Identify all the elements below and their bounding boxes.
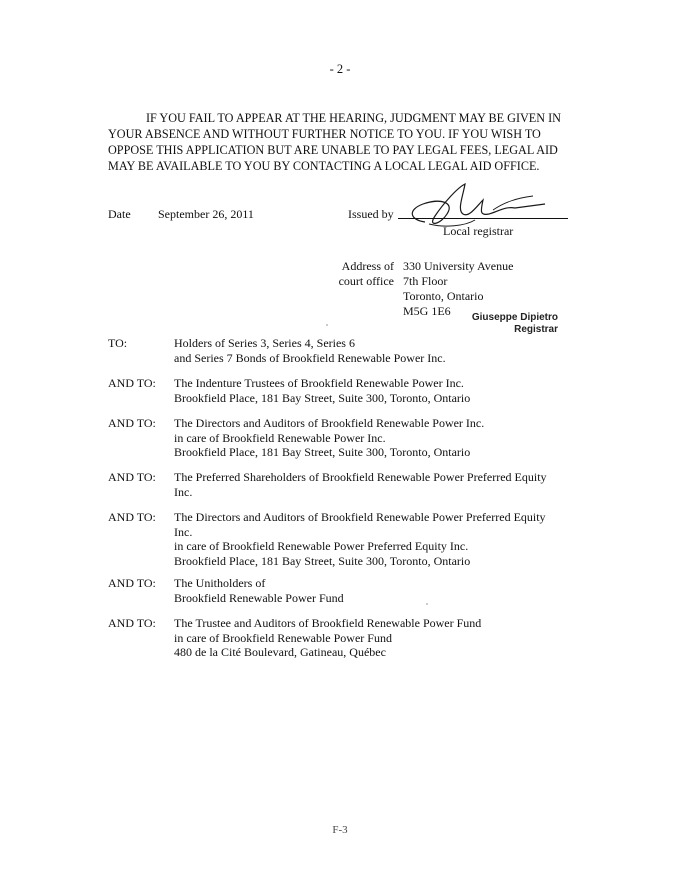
address-label (278, 259, 394, 289)
recipient-line: Brookfield Place, 181 Bay Street, Suite 300, Toronto, Ontario (174, 553, 471, 568)
default-judgment-warning (108, 110, 561, 174)
recipient-label: AND TO: (108, 510, 156, 524)
recipient-line: Brookfield Renewable Power Fund (174, 590, 344, 605)
recipient-line: and Series 7 Bonds of Brookfield Renewable Power Inc. (174, 350, 446, 365)
recipient-body (174, 416, 484, 460)
recipient-line: Brookfield Place, 181 Bay Street, Suite 300, Toronto, Ontario (174, 445, 471, 459)
recipient-label: TO: (108, 336, 128, 350)
date-label: Date (108, 207, 131, 221)
stamp-title: Registrar (514, 324, 558, 335)
court-office-address (403, 259, 513, 319)
page-number: - 2 - (329, 62, 351, 76)
recipient-body (174, 616, 481, 660)
recipient-line: 480 de la Cité Boulevard, Gatineau, Québec (174, 645, 386, 659)
registrar-stamp (460, 312, 558, 336)
scan-speck (326, 324, 328, 326)
recipient-line: Brookfield Place, 181 Bay Street, Suite 300, Toronto, Ontario (174, 390, 471, 405)
recipient-line: Inc. (174, 484, 193, 499)
stamp-name: Giuseppe Dipietro (471, 312, 558, 323)
warning-line: OPPOSE THIS APPLICATION BUT ARE UNABLE TO PAY LEGAL FEES, LEGAL AID (108, 143, 558, 157)
recipient-line: The Unitholders of (174, 576, 266, 590)
recipient-label: AND TO: (108, 416, 156, 430)
recipient-body (174, 510, 546, 568)
page-footer: F-3 (332, 824, 348, 836)
signature-line (398, 218, 568, 219)
recipient-label: AND TO: (108, 376, 156, 390)
recipient-body (174, 336, 446, 365)
recipient-line: The Directors and Auditors of Brookfield Renewable Power Inc. (174, 416, 485, 430)
address-line: Toronto, Ontario (403, 289, 484, 303)
warning-line: IF YOU FAIL TO APPEAR AT THE HEARING, JUDGMENT MAY BE GIVEN IN (146, 111, 561, 125)
recipient-body (174, 376, 470, 405)
address-line: 330 University Avenue (403, 259, 514, 273)
warning-line: YOUR ABSENCE AND WITHOUT FURTHER NOTICE TO YOU. IF YOU WISH TO (108, 127, 541, 141)
recipient-body (174, 576, 344, 605)
address-line: M5G 1E6 (403, 304, 451, 318)
recipient-line: The Trustee and Auditors of Brookfield Renewable Power Fund (174, 616, 482, 630)
recipient-line: Holders of Series 3, Series 4, Series 6 (174, 336, 355, 350)
recipient-line: The Preferred Shareholders of Brookfield Renewable Power Preferred Equity (174, 470, 547, 484)
recipient-line: The Indenture Trustees of Brookfield Renewable Power Inc. (174, 376, 464, 390)
issued-by-label: Issued by (348, 207, 394, 221)
recipient-line: in care of Brookfield Renewable Power Inc. (174, 430, 386, 445)
recipient-line: Inc. (174, 524, 193, 539)
date-value: September 26, 2011 (158, 207, 254, 221)
address-label-line: Address of (341, 259, 394, 273)
recipient-label: AND TO: (108, 616, 156, 630)
recipient-label: AND TO: (108, 470, 156, 484)
address-label-line: court office (338, 274, 394, 288)
warning-line: MAY BE AVAILABLE TO YOU BY CONTACTING A LOCAL LEGAL AID OFFICE. (108, 159, 540, 173)
address-line: 7th Floor (403, 274, 448, 288)
recipient-line: in care of Brookfield Renewable Power Preferred Equity Inc. (174, 539, 469, 553)
scan-speck (426, 603, 428, 605)
recipient-line: in care of Brookfield Renewable Power Fund (174, 630, 392, 645)
recipient-label: AND TO: (108, 576, 156, 590)
recipient-line: The Directors and Auditors of Brookfield Renewable Power Preferred Equity (174, 510, 546, 524)
registrar-label: Local registrar (443, 224, 514, 238)
recipient-body (174, 470, 547, 499)
